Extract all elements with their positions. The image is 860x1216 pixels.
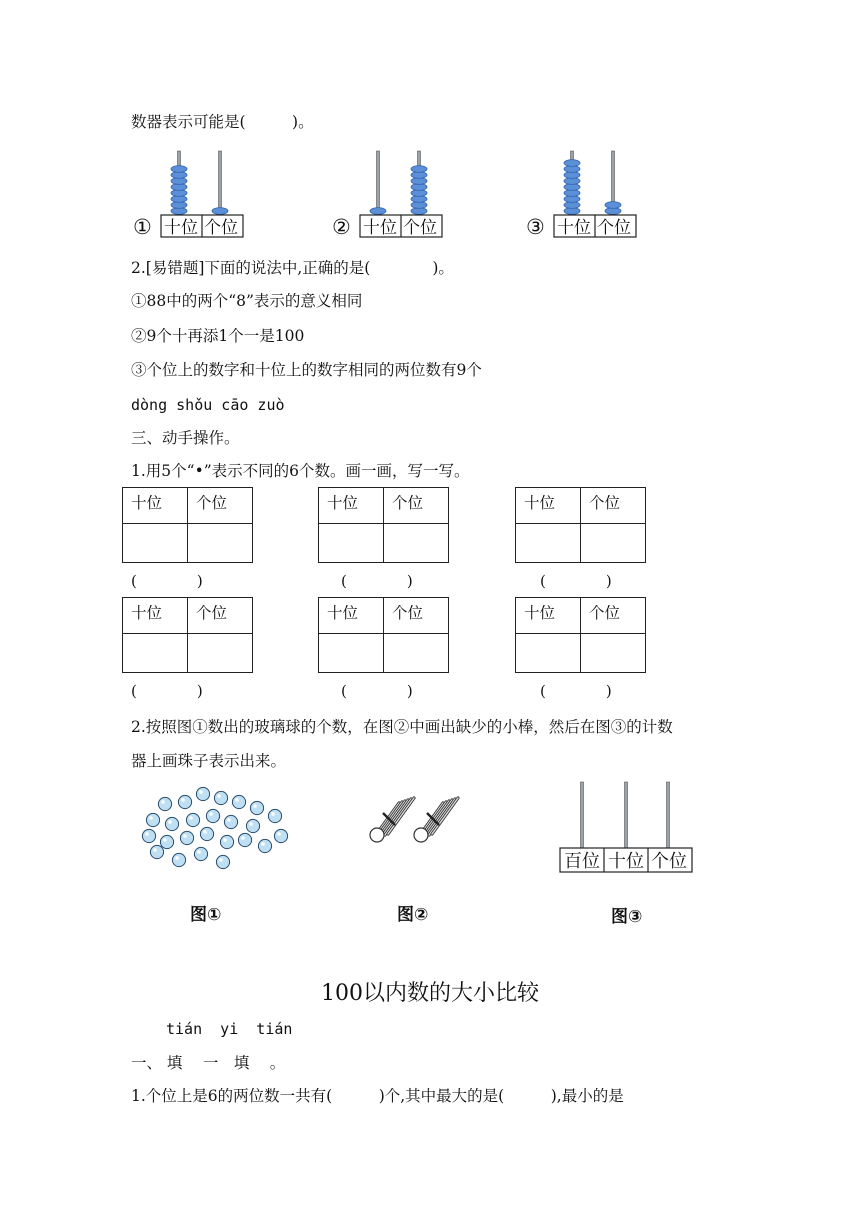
tens-label: 十位 [164, 218, 198, 238]
ones-cell[interactable] [384, 524, 449, 563]
marble [194, 847, 207, 860]
figure-3-label: 图③ [611, 907, 643, 927]
figure-2-label: 图② [397, 905, 429, 925]
abacus-bead [171, 166, 187, 173]
abacus-option-1[interactable] [131, 145, 251, 241]
marble [158, 797, 171, 810]
option-marker: ③ [526, 215, 545, 239]
abacus-bead [411, 166, 427, 173]
abacus-bead [212, 208, 228, 215]
answer-blank[interactable]: ( ) [341, 682, 413, 700]
place-value-table [318, 487, 449, 563]
ones-header: 个位 [384, 598, 449, 634]
marble [274, 829, 287, 842]
chapter-title: 100以内数的大小比较 [321, 981, 539, 1006]
ones-header: 个位 [188, 598, 253, 634]
tens-cell[interactable] [123, 634, 188, 673]
answer-blank[interactable]: ( ) [540, 572, 612, 590]
abacus-option-3[interactable] [524, 145, 644, 241]
marble [172, 853, 185, 866]
ones-cell[interactable] [384, 634, 449, 673]
option-2[interactable]: ②9个十再添1个一是100 [131, 327, 305, 345]
section-3-q2-line2: 器上画珠子表示出来。 [131, 752, 287, 770]
abacus-bead [605, 202, 621, 209]
marble [258, 839, 271, 852]
tens-cell[interactable] [516, 524, 581, 563]
ones-label: 个位 [651, 851, 687, 872]
section-3-q2-line1: 2.按照图①数出的玻璃球的个数，在图②中画出缺少的小棒，然后在图③的计数 [131, 718, 673, 736]
marble [146, 813, 159, 826]
marble [160, 835, 173, 848]
ones-header: 个位 [384, 488, 449, 524]
answer-blank[interactable]: ( ) [131, 682, 203, 700]
tens-header: 十位 [319, 598, 384, 634]
marble [165, 817, 178, 830]
chapter-pinyin: tián yi tián [166, 1020, 293, 1038]
tens-header: 十位 [516, 598, 581, 634]
marble [214, 791, 227, 804]
marble [206, 809, 219, 822]
tens-header: 十位 [123, 488, 188, 524]
marble [200, 827, 213, 840]
chapter-heading: 一、 填 一 填 。 [131, 1054, 286, 1072]
abacus-rod [667, 782, 670, 850]
tens-header: 十位 [516, 488, 581, 524]
abacus-bead [370, 208, 386, 215]
place-value-table [122, 487, 253, 563]
place-value-table [122, 597, 253, 673]
marble [186, 813, 199, 826]
marble [150, 845, 163, 858]
hundreds-abacus-figure[interactable] [556, 780, 696, 875]
ones-cell[interactable] [581, 634, 646, 673]
option-3[interactable]: ③个位上的数字和十位上的数字相同的两位数有9个 [131, 361, 482, 379]
figure-1-label: 图① [190, 905, 222, 925]
abacus-rod [581, 782, 584, 850]
ones-cell[interactable] [188, 524, 253, 563]
marble [216, 855, 229, 868]
section-3-heading: 三、动手操作。 [131, 429, 240, 447]
marble [268, 809, 281, 822]
ones-label: 个位 [597, 218, 631, 238]
tens-label: 十位 [608, 851, 644, 872]
answer-blank[interactable]: ( ) [341, 572, 413, 590]
question-2-stem: 2.[易错题]下面的说法中,正确的是( )。 [131, 259, 454, 277]
ones-cell[interactable] [188, 634, 253, 673]
marble [178, 795, 191, 808]
tens-cell[interactable] [123, 524, 188, 563]
marble [224, 815, 237, 828]
ones-header: 个位 [581, 488, 646, 524]
tens-header: 十位 [123, 598, 188, 634]
answer-blank[interactable]: ( ) [131, 572, 203, 590]
ones-header: 个位 [188, 488, 253, 524]
stick-bundle [414, 798, 458, 842]
chapter-q1: 1.个位上是6的两位数一共有( )个,其中最大的是( ),最小的是 [131, 1087, 624, 1105]
section-3-q1-stem: 1.用5个“•”表示不同的6个数。画一画，写一写。 [131, 462, 470, 480]
tens-cell[interactable] [319, 634, 384, 673]
tens-label: 十位 [557, 218, 591, 238]
tens-label: 十位 [363, 218, 397, 238]
ones-label: 个位 [204, 218, 238, 238]
place-value-table [318, 597, 449, 673]
place-value-table [515, 487, 646, 563]
option-marker: ① [133, 215, 152, 239]
tens-cell[interactable] [319, 524, 384, 563]
ones-cell[interactable] [581, 524, 646, 563]
tens-header: 十位 [319, 488, 384, 524]
abacus-rod [219, 151, 222, 215]
abacus-rod [377, 151, 380, 215]
marble [196, 787, 209, 800]
place-value-table [515, 597, 646, 673]
tens-cell[interactable] [516, 634, 581, 673]
answer-blank[interactable]: ( ) [540, 682, 612, 700]
hundreds-label: 百位 [564, 851, 600, 872]
marbles-figure [135, 782, 295, 877]
option-1[interactable]: ①88中的两个“8”表示的意义相同 [131, 292, 363, 310]
question-tail-text: 数器表示可能是( )。 [131, 113, 314, 131]
marble [238, 833, 251, 846]
marble [142, 829, 155, 842]
marble [220, 835, 233, 848]
ones-label: 个位 [403, 218, 437, 238]
marble [250, 801, 263, 814]
stick-bundle [370, 798, 414, 842]
marble [180, 831, 193, 844]
ones-header: 个位 [581, 598, 646, 634]
abacus-option-2[interactable] [330, 145, 450, 241]
abacus-bead [564, 160, 580, 167]
abacus-rod [625, 782, 628, 850]
marble [232, 795, 245, 808]
section-3-pinyin: dòng shǒu cāo zuò [131, 396, 285, 414]
option-marker: ② [332, 215, 351, 239]
marble [246, 819, 259, 832]
stick-bundles-figure[interactable] [365, 795, 475, 855]
